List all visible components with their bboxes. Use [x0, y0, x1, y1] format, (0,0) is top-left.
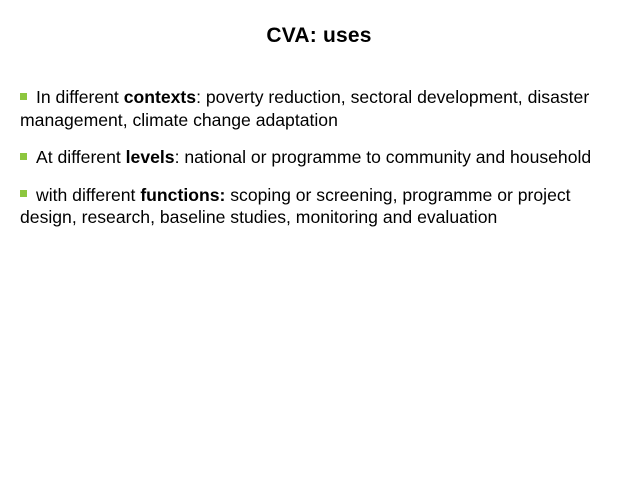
bullet-text: : national or programme to community and household — [174, 147, 592, 167]
bullet-lead: with different — [36, 184, 141, 205]
bullet-keyword: levels — [125, 147, 175, 167]
bullet-list — [20, 86, 620, 244]
bullet-keyword: contexts — [123, 87, 197, 107]
square-bullet-icon — [20, 153, 27, 160]
bullet-text: scoping or screening, programme or project design, research, baseline studies, monitoring and evaluation — [20, 184, 571, 227]
square-bullet-icon — [20, 93, 27, 100]
bullet-text: : poverty reduction, sectoral development, disaster management, climate change adaptation — [20, 87, 590, 130]
bullet-lead: In different — [36, 87, 124, 107]
bullet-item-contexts — [20, 86, 620, 131]
slide-title: CVA: uses — [266, 24, 372, 47]
bullet-item-levels — [20, 146, 620, 169]
bullet-keyword: functions: — [140, 184, 226, 205]
square-bullet-icon — [20, 190, 27, 197]
bullet-item-functions — [20, 184, 620, 229]
bullet-lead: At different — [36, 147, 126, 167]
